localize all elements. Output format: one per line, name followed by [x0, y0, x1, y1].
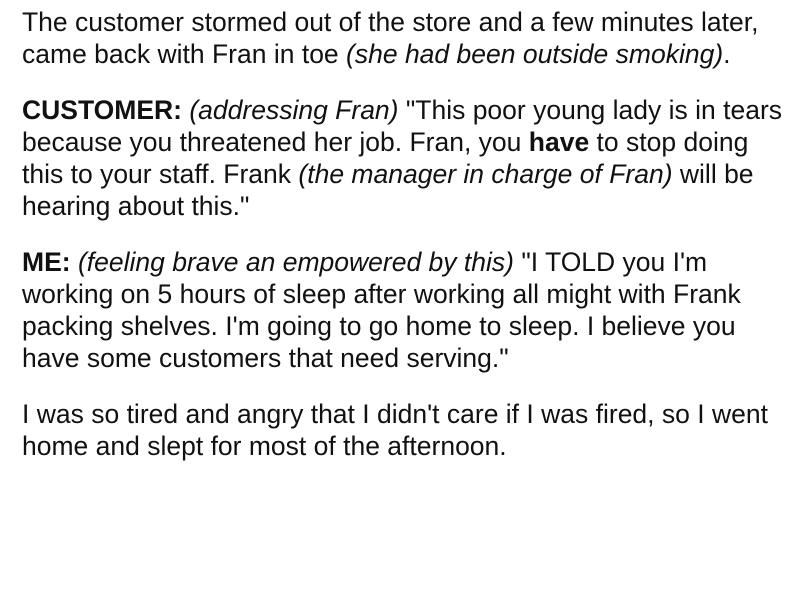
aside-italic: (she had been outside smoking) — [346, 39, 724, 69]
story-text — [22, 6, 792, 462]
dialogue-text: to stop doing this to your staff. Frank — [22, 127, 749, 189]
punctuation: . — [723, 39, 731, 69]
paragraph-customer-returns — [22, 6, 792, 70]
paragraph-conclusion — [22, 398, 792, 462]
paragraph-me-dialogue — [22, 246, 792, 374]
dialogue-text: will be hearing about this." — [22, 159, 754, 221]
stage-direction: (addressing Fran) — [189, 95, 399, 125]
spacer-text — [71, 247, 78, 277]
narration-text: I was so tired and angry that I didn't care if I was fired, so I went home and slept for most of the afternoon. — [22, 399, 768, 461]
narration-text: The customer stormed out of the store and a few minutes later, came back with Fran in toe — [22, 7, 759, 69]
dialogue-text: "I TOLD you I'm working on 5 hours of sleep after working all might with Frank packing shelves. I'm going to go home to sleep. I believe you have some customers that need serving." — [22, 247, 741, 373]
dialogue-text: "This poor young lady is in tears because you threatened her job. Fran, you — [22, 95, 783, 157]
emphasis-bold: have — [528, 127, 590, 157]
speaker-label-me: ME: — [22, 247, 71, 277]
speaker-label-customer: CUSTOMER: — [22, 95, 182, 125]
aside-italic: (the manager in charge of Fran) — [298, 159, 673, 189]
stage-direction: (feeling brave an empowered by this) — [77, 247, 514, 277]
paragraph-customer-dialogue — [22, 94, 792, 222]
